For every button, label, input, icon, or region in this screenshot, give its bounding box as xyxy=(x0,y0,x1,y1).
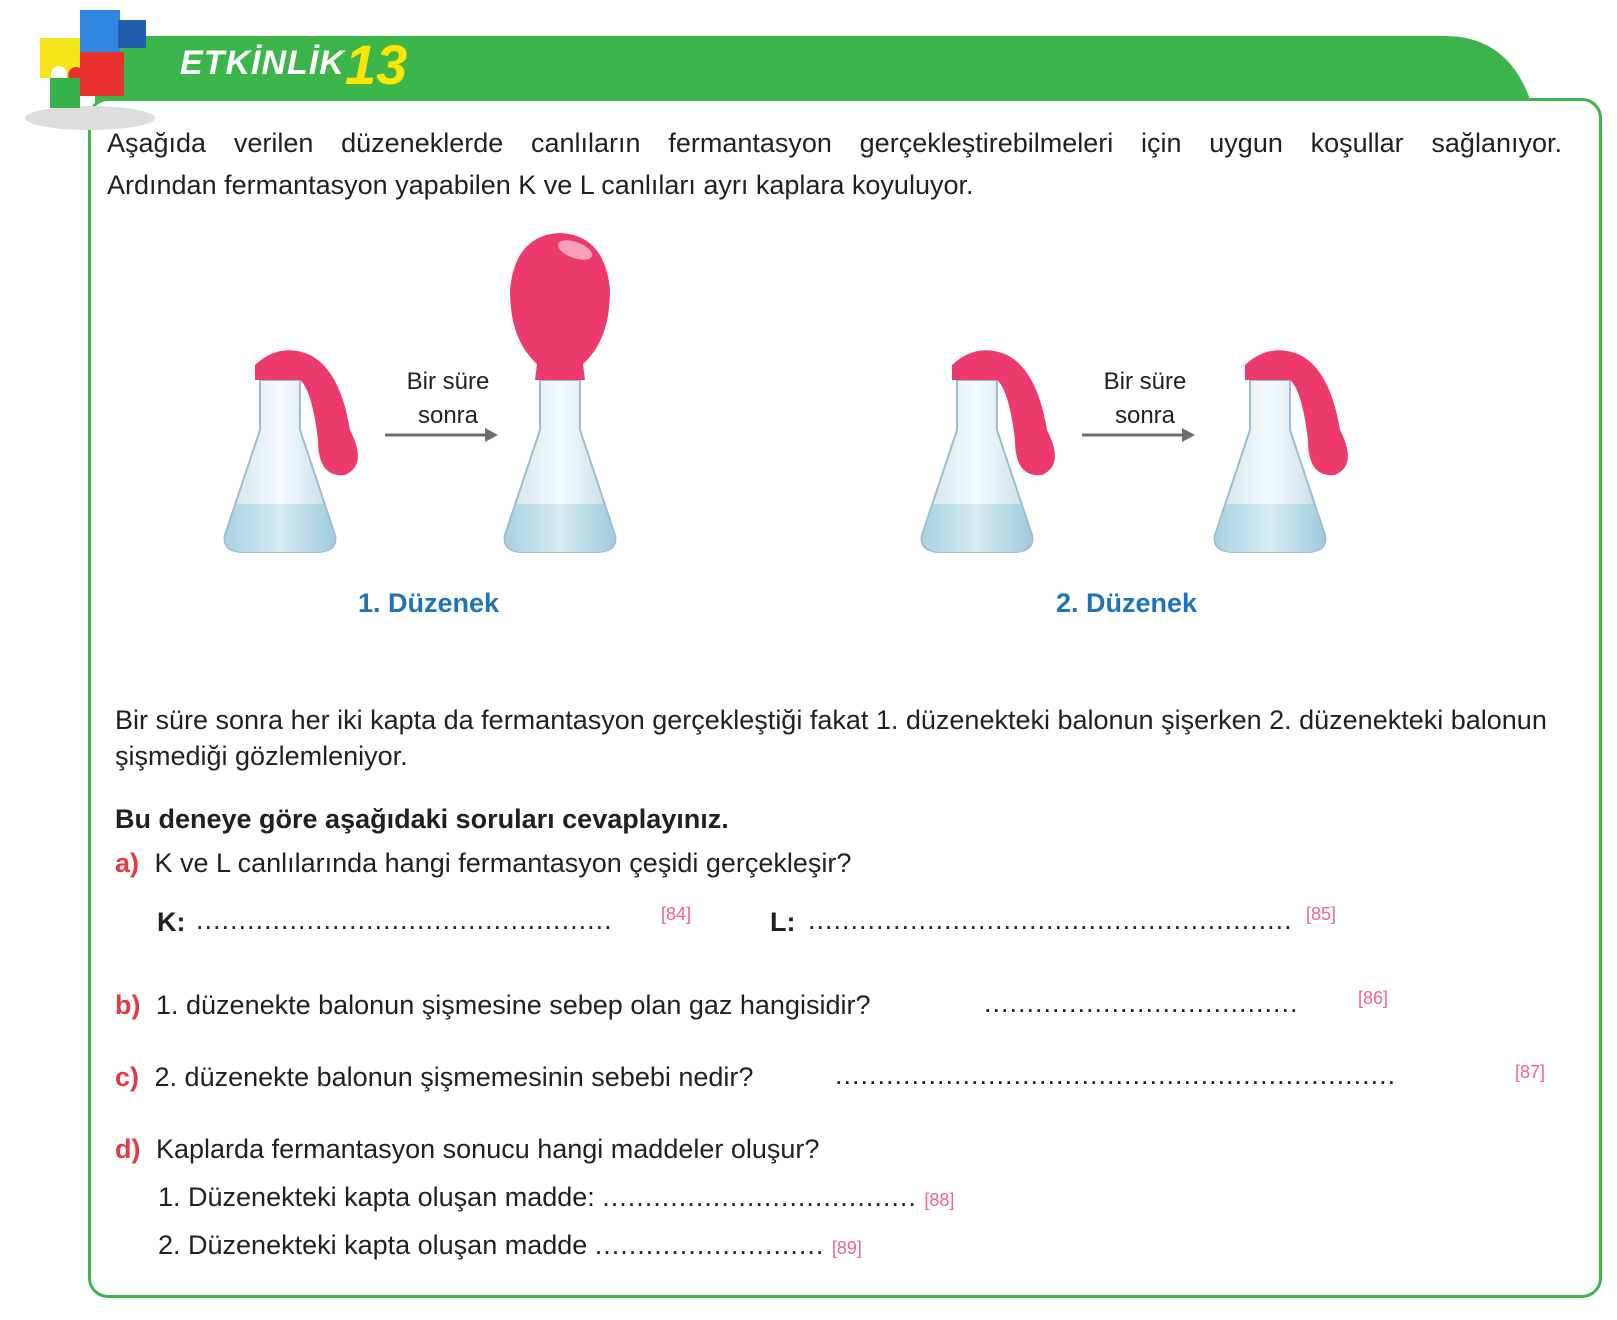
question-b xyxy=(115,990,871,1021)
ref-86: [86] xyxy=(1358,988,1389,1008)
arrow-label-1 xyxy=(388,365,508,433)
question-c xyxy=(115,1062,753,1093)
question-a-letter: a) xyxy=(115,848,140,878)
answer-l-label: L: xyxy=(770,907,796,937)
question-d-text: Kaplarda fermantasyon sonucu hangi maddeler oluşur? xyxy=(156,1134,820,1164)
answer-c-field[interactable]: .................................................................. xyxy=(835,1060,1397,1090)
arrow-label-2-line-2: sonra xyxy=(1114,402,1176,429)
ref-88: [88] xyxy=(924,1190,955,1210)
activity-title: ETKİNLİK xyxy=(180,44,345,82)
question-b-text: 1. düzenekte balonun şişmesine sebep olan gaz hangisidir? xyxy=(156,990,871,1020)
answer-d2-field[interactable]: ........................... xyxy=(594,1230,825,1260)
fermentation-setups-illustration xyxy=(200,230,1440,620)
arrow-label-2 xyxy=(1085,365,1205,433)
flask-2-after xyxy=(1215,350,1348,552)
intro-line-1: Aşağıda verilen düzeneklerde canlıların fermantasyon gerçekleştirebilmeleri için uygun koşullar sağlanıyor. xyxy=(107,128,1562,158)
question-d-line-2 xyxy=(158,1230,862,1261)
question-d-line-1 xyxy=(158,1182,954,1213)
question-c-letter: c) xyxy=(115,1062,140,1092)
answer-k-field[interactable]: ................................................. xyxy=(196,905,613,935)
question-d-line-2-text: 2. Düzenekteki kapta oluşan madde xyxy=(158,1230,588,1260)
arrow-label-1-line-1: Bir süre xyxy=(406,368,490,395)
ref-87: [87] xyxy=(1515,1062,1546,1082)
arrow-label-2-line-1: Bir süre xyxy=(1103,368,1187,395)
intro-paragraph xyxy=(107,122,1562,206)
question-d-line-1-text: 1. Düzenekteki kapta oluşan madde: xyxy=(158,1182,595,1212)
arrow-label-1-line-2: sonra xyxy=(417,402,479,429)
flask-1-after xyxy=(505,233,616,552)
setup-2-label: 2. Düzenek xyxy=(1056,588,1198,618)
ref-84: [84] xyxy=(661,904,692,924)
question-d-letter: d) xyxy=(115,1134,141,1164)
question-d xyxy=(115,1134,819,1165)
intro-line-2: Ardından fermantasyon yapabilen K ve L canlıları ayrı kaplara koyuluyor. xyxy=(107,170,974,200)
answer-b-field[interactable]: ..................................... xyxy=(984,988,1299,1018)
question-c-text: 2. düzenekte balonun şişmemesinin sebebi nedir? xyxy=(154,1062,754,1092)
question-a xyxy=(115,848,851,879)
setup-1-label: 1. Düzenek xyxy=(358,588,500,618)
ref-85: [85] xyxy=(1306,904,1337,924)
question-a-text: K ve L canlılarında hangi fermantasyon çeşidi gerçekleşir? xyxy=(154,848,852,878)
question-b-letter: b) xyxy=(115,990,141,1020)
instruction-text: Bu deneye göre aşağıdaki soruları cevaplayınız. xyxy=(115,804,729,834)
flask-1-before xyxy=(225,350,358,552)
activity-number: 13 xyxy=(345,33,408,96)
ref-89: [89] xyxy=(831,1238,862,1258)
puzzle-logo-icon xyxy=(20,0,170,140)
answer-k-label: K: xyxy=(157,907,186,937)
observation-paragraph: Bir süre sonra her iki kapta da fermantasyon gerçekleştiği fakat 1. düzenekteki balonun şişerken 2. düzenekteki balonun şişmediği gözlemleniyor. xyxy=(115,705,1547,771)
flask-2-before xyxy=(922,350,1055,552)
answer-l-field[interactable]: ......................................................... xyxy=(808,905,1293,935)
answer-d1-field[interactable]: ..................................... xyxy=(602,1182,917,1212)
